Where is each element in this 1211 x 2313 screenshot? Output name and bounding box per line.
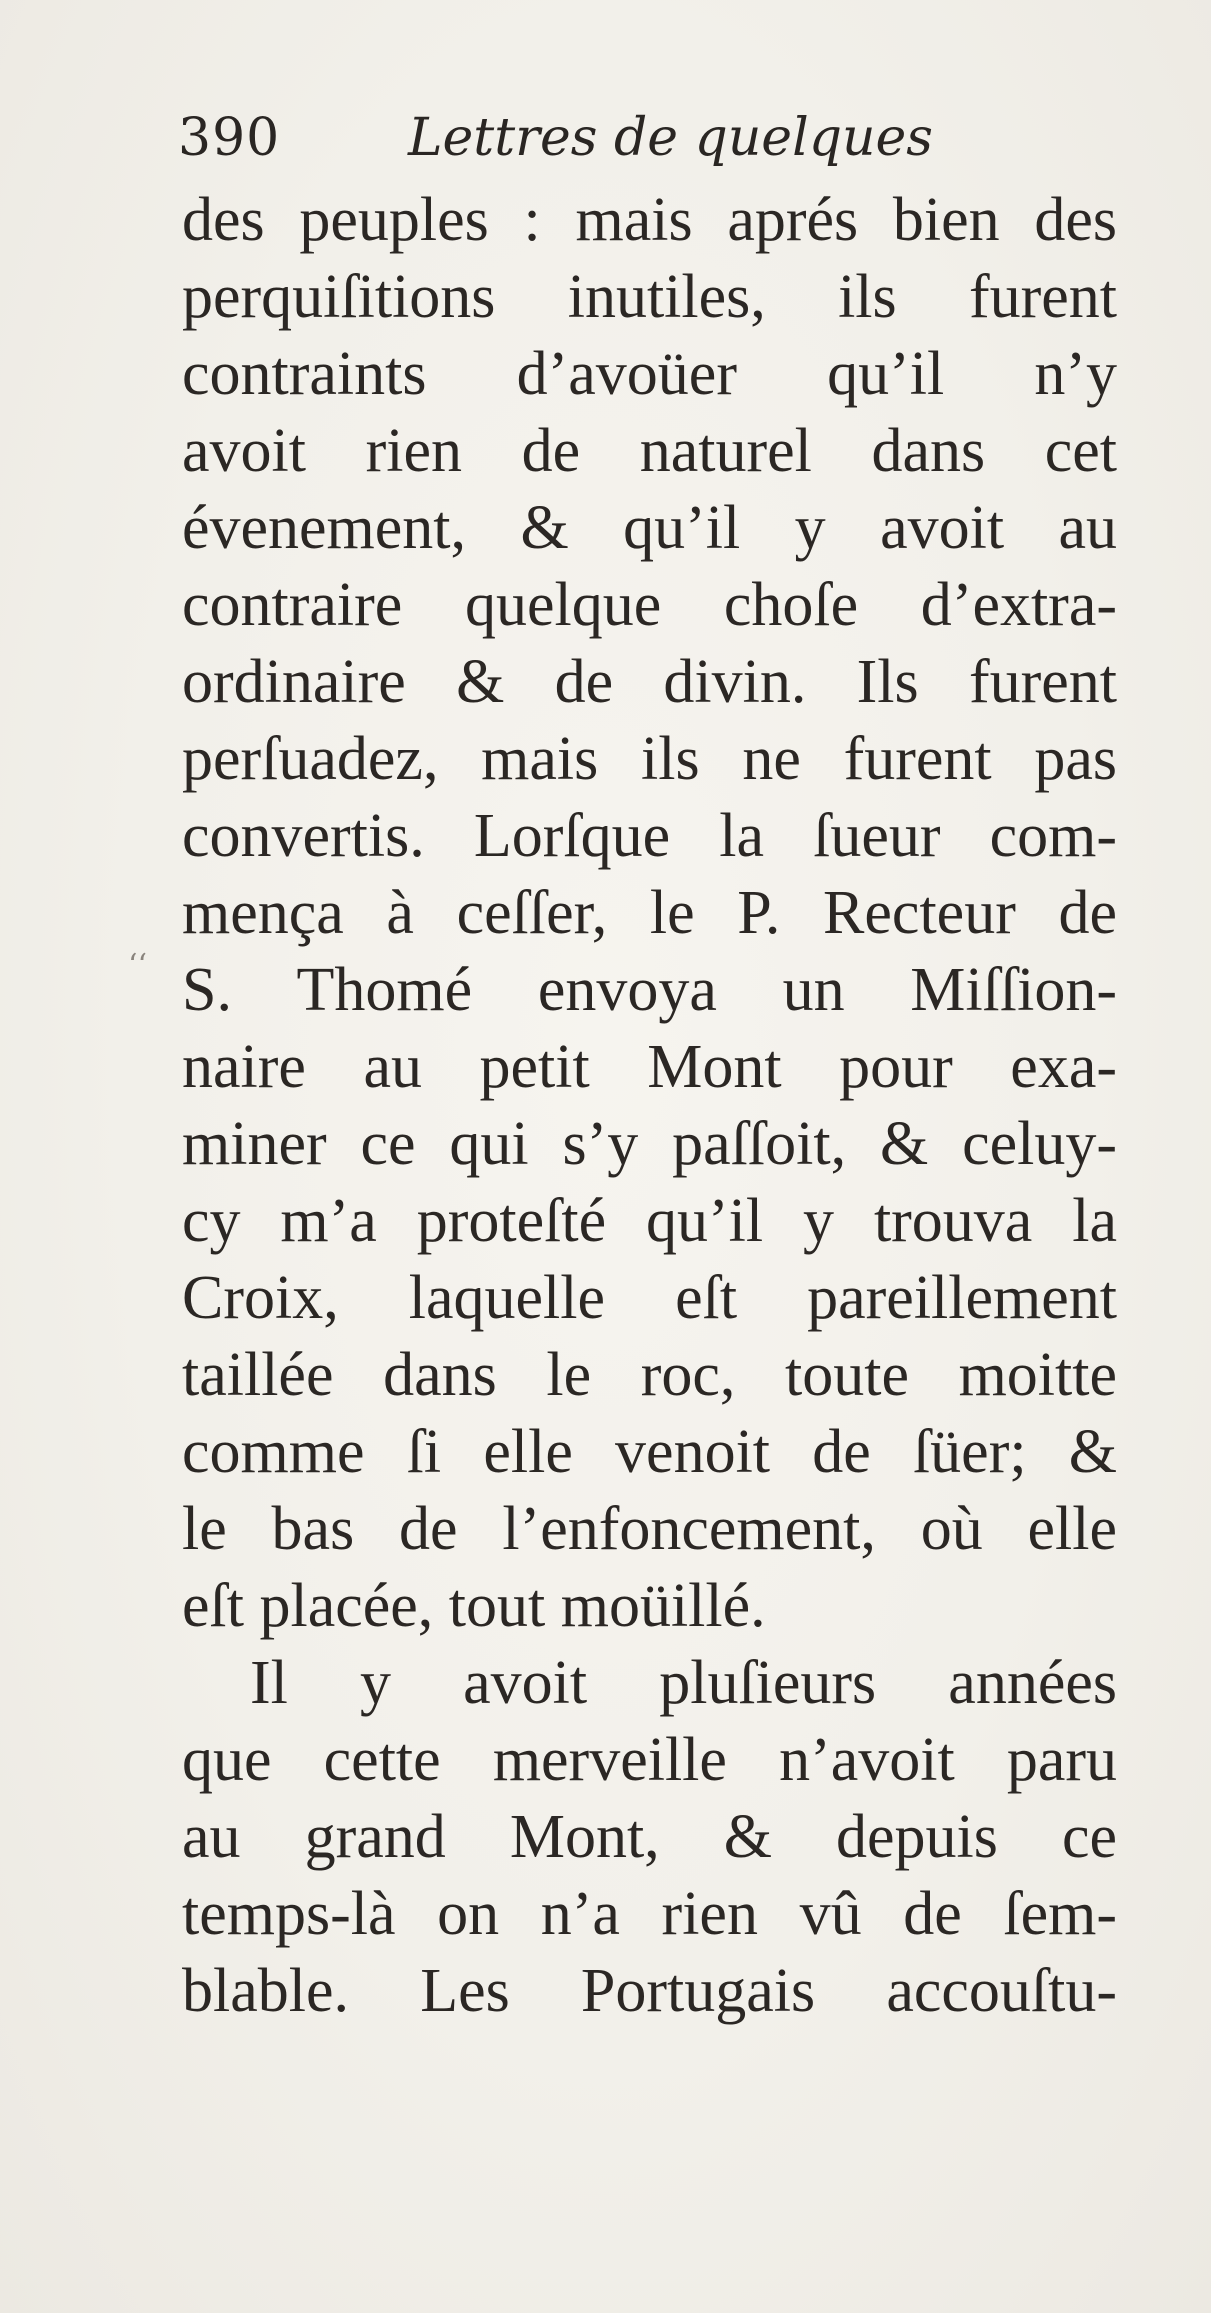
text-line: avoit rien de naturel dans cet bbox=[182, 417, 1117, 485]
text-line: contraire quelque choſe d’extra- bbox=[182, 571, 1117, 639]
text-line: mença à ceſſer, le P. Recteur de bbox=[182, 879, 1117, 947]
text-line: blable. Les Portugais accouſtu- bbox=[182, 1957, 1117, 2025]
text-line: évenement, & qu’il y avoit au bbox=[182, 494, 1117, 562]
text-line: eſt placée, tout moüillé. bbox=[182, 1572, 766, 1640]
text-line: perſuadez, mais ils ne furent pas bbox=[182, 725, 1117, 793]
text-line: taillée dans le roc, toute moitte bbox=[182, 1341, 1117, 1409]
text-line: contraints d’avoüer qu’il n’y bbox=[182, 340, 1117, 408]
page-header bbox=[178, 108, 1078, 178]
text-line: ordinaire & de divin. Ils furent bbox=[182, 648, 1117, 716]
text-line: S. Thomé envoya un Miſſion- bbox=[182, 956, 1117, 1024]
page-number: 390 bbox=[178, 108, 281, 168]
text-line: perquiſitions inutiles, ils furent bbox=[182, 263, 1117, 331]
text-line: que cette merveille n’avoit paru bbox=[182, 1726, 1117, 1794]
margin-mark: ‘‘ bbox=[128, 948, 148, 983]
text-line: au grand Mont, & depuis ce bbox=[182, 1803, 1117, 1871]
text-line: convertis. Lorſque la ſueur com- bbox=[182, 802, 1117, 870]
running-title: Lettres de quelques bbox=[408, 108, 933, 168]
text-line: temps-là on n’a rien vû de ſem- bbox=[182, 1880, 1117, 1948]
text-line: cy m’a proteſté qu’il y trouva la bbox=[182, 1187, 1117, 1255]
text-line: Croix, laquelle eſt pareillement bbox=[182, 1264, 1117, 1332]
text-line: comme ſi elle venoit de ſüer; & bbox=[182, 1418, 1117, 1486]
text-line: des peuples : mais aprés bien des bbox=[182, 186, 1117, 254]
text-line: miner ce qui s’y paſſoit, & celuy- bbox=[182, 1110, 1117, 1178]
body-text bbox=[182, 182, 1117, 2030]
text-line: naire au petit Mont pour exa- bbox=[182, 1033, 1117, 1101]
text-line: le bas de l’enfoncement, où elle bbox=[182, 1495, 1117, 1563]
text-line: Il y avoit pluſieurs années bbox=[250, 1649, 1117, 1717]
